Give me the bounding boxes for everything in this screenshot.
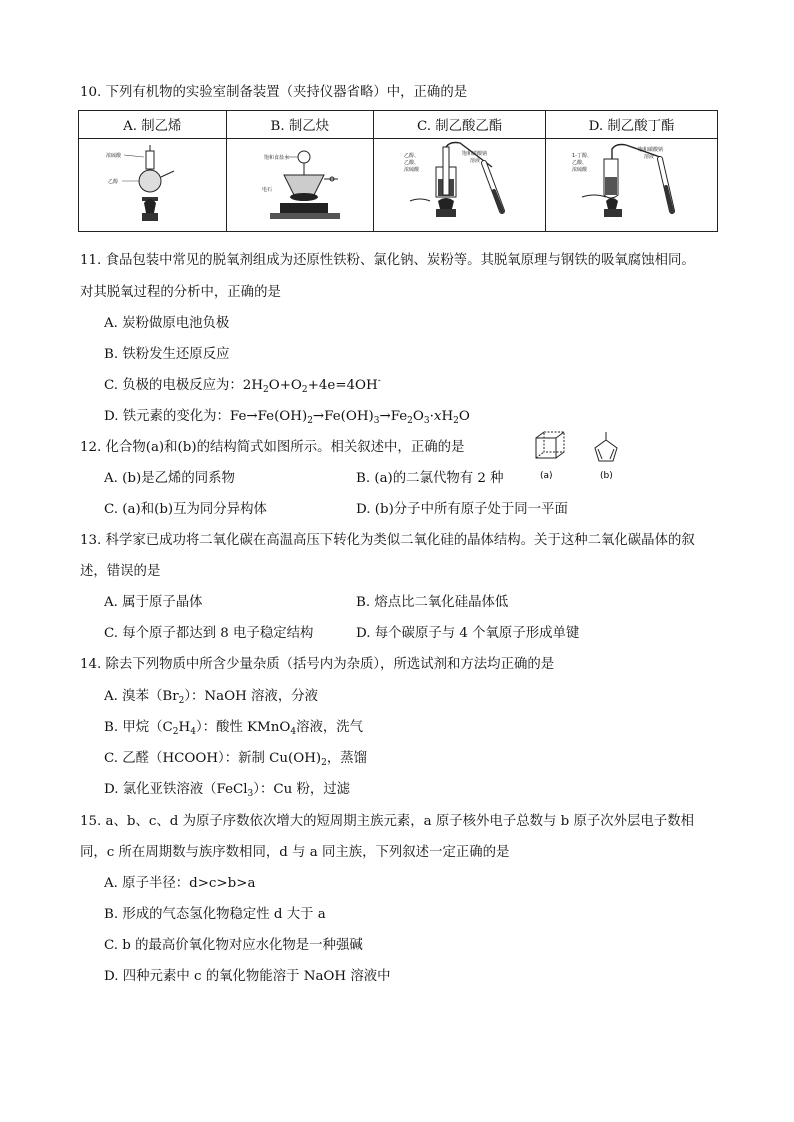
q14-option-c: C. 乙醛（HCOOH）：新制 $Cu(OH)_2$，蒸馏 bbox=[104, 751, 368, 768]
label-a: (a) bbox=[540, 471, 553, 481]
q10-option-d: D. 制乙酸丁酯 bbox=[546, 111, 718, 139]
q15-option-d: D. 四种元素中 c 的氧化物能溶于 NaOH 溶液中 bbox=[104, 969, 391, 984]
butyl-acetate-apparatus-image bbox=[562, 139, 702, 227]
q15-option-c: C. b 的最高价氧化物对应水化物是一种强碱 bbox=[104, 938, 363, 953]
svg-text:溶液: 溶液 bbox=[643, 154, 654, 160]
svg-text:饱和碳酸钠: 饱和碳酸钠 bbox=[461, 151, 487, 157]
q11-option-a: A. 炭粉做原电池负极 bbox=[104, 316, 230, 331]
ethylene-apparatus-image bbox=[92, 139, 212, 227]
q13-stem-line1: 13. 科学家已成功将二氧化碳在高温高压下转化为类似二氧化硅的晶体结构。关于这种二氧化碳晶体的叙 bbox=[80, 533, 695, 548]
cubane-structure bbox=[536, 432, 564, 458]
svg-text:乙醇、: 乙醇、 bbox=[403, 153, 419, 159]
q11-option-d: D. 铁元素的变化为：$Fe\to Fe(OH)_2\to Fe(OH)_3\to Fe_2O_3\cdot xH_2O$ bbox=[104, 409, 470, 426]
q13-option-a: A. 属于原子晶体 bbox=[104, 595, 203, 610]
q13-option-d: D. 每个碳原子与 4 个氧原子形成单键 bbox=[356, 626, 580, 641]
acetylene-apparatus-image bbox=[240, 139, 360, 227]
q14-stem: 14. 除去下列物质中所含少量杂质（括号内为杂质），所选试剂和方法均正确的是 bbox=[80, 657, 555, 672]
label-b: (b) bbox=[600, 471, 613, 481]
q14-option-b: B. 甲烷$(C_2H_4)$：酸性 KMnO$_4$溶液，洗气 bbox=[104, 720, 364, 737]
q11-stem-line2: 对其脱氧过程的分析中，正确的是 bbox=[80, 285, 281, 300]
q14-option-a: A. 溴苯$(Br_2)$：NaOH 溶液，分液 bbox=[104, 689, 318, 706]
svg-text:浓硫酸: 浓硫酸 bbox=[403, 167, 419, 173]
q11-option-b: B. 铁粉发生还原反应 bbox=[104, 347, 230, 362]
svg-text:饱和食盐水: 饱和食盐水 bbox=[263, 155, 289, 161]
fulvene-structure bbox=[595, 432, 617, 461]
svg-text:浓硫酸: 浓硫酸 bbox=[106, 153, 122, 159]
q15-option-a: A. 原子半径：d>c>b>a bbox=[104, 876, 256, 891]
q13-option-b: B. 熔点比二氧化硅晶体低 bbox=[356, 595, 509, 610]
q11-option-c: C. 负极的电极反应为：$2H_2O+O_2+4e=4OH^-$ bbox=[104, 376, 381, 395]
svg-text:电石: 电石 bbox=[261, 187, 272, 193]
q10-option-a: A. 制乙烯 bbox=[79, 111, 227, 139]
q11-stem-line1: 11. 食品包装中常见的脱氧剂组成为还原性铁粉、氯化钠、炭粉等。其脱氧原理与钢铁的吸氧腐蚀相同。 bbox=[80, 253, 695, 268]
svg-text:溶液: 溶液 bbox=[469, 158, 480, 164]
q12-structure-image bbox=[526, 428, 636, 484]
svg-text:乙醇: 乙醇 bbox=[108, 179, 119, 185]
q10-option-b: B. 制乙炔 bbox=[226, 111, 374, 139]
q12-option-d: D. (b)分子中所有原子处于同一平面 bbox=[356, 502, 568, 517]
q10-image-c bbox=[374, 139, 546, 232]
q12-option-c: C. (a)和(b)互为同分异构体 bbox=[104, 502, 267, 517]
q12-option-a: A. (b)是乙烯的同系物 bbox=[104, 471, 235, 486]
svg-text:浓硫酸: 浓硫酸 bbox=[571, 167, 587, 173]
svg-text:饱和碳酸钠: 饱和碳酸钠 bbox=[637, 147, 663, 153]
q10-stem: 10. 下列有机物的实验室制备装置（夹持仪器省略）中，正确的是 bbox=[80, 85, 468, 100]
q10-image-b bbox=[226, 139, 374, 232]
ethyl-acetate-apparatus-image bbox=[390, 139, 530, 227]
svg-text:乙酸、: 乙酸、 bbox=[403, 160, 419, 166]
q13-stem-line2: 述，错误的是 bbox=[80, 564, 161, 579]
q12-stem: 12. 化合物(a)和(b)的结构简式如图所示。相关叙述中，正确的是 bbox=[80, 440, 465, 455]
q10-image-a bbox=[79, 139, 227, 232]
q12-option-b: B. (a)的二氯代物有 2 种 bbox=[356, 471, 504, 486]
q10-option-c: C. 制乙酸乙酯 bbox=[374, 111, 546, 139]
q10-image-d bbox=[546, 139, 718, 232]
q13-option-c: C. 每个原子都达到 8 电子稳定结构 bbox=[104, 626, 314, 641]
svg-text:1-丁醇、: 1-丁醇、 bbox=[571, 153, 592, 159]
q15-option-b: B. 形成的气态氢化物稳定性 d 大于 a bbox=[104, 907, 326, 922]
q10-apparatus-table bbox=[78, 110, 718, 232]
q15-stem-line1: 15. a、b、c、d 为原子序数依次增大的短周期主族元素，a 原子核外电子总数与 b 原子次外层电子数相 bbox=[80, 814, 694, 829]
q14-option-d: D. 氯化亚铁溶液（FeCl$_3$）：Cu 粉，过滤 bbox=[104, 782, 351, 799]
svg-text:乙酸、: 乙酸、 bbox=[571, 160, 587, 166]
q15-stem-line2: 同，c 所在周期数与族序数相同，d 与 a 同主族，下列叙述一定正确的是 bbox=[80, 845, 510, 860]
